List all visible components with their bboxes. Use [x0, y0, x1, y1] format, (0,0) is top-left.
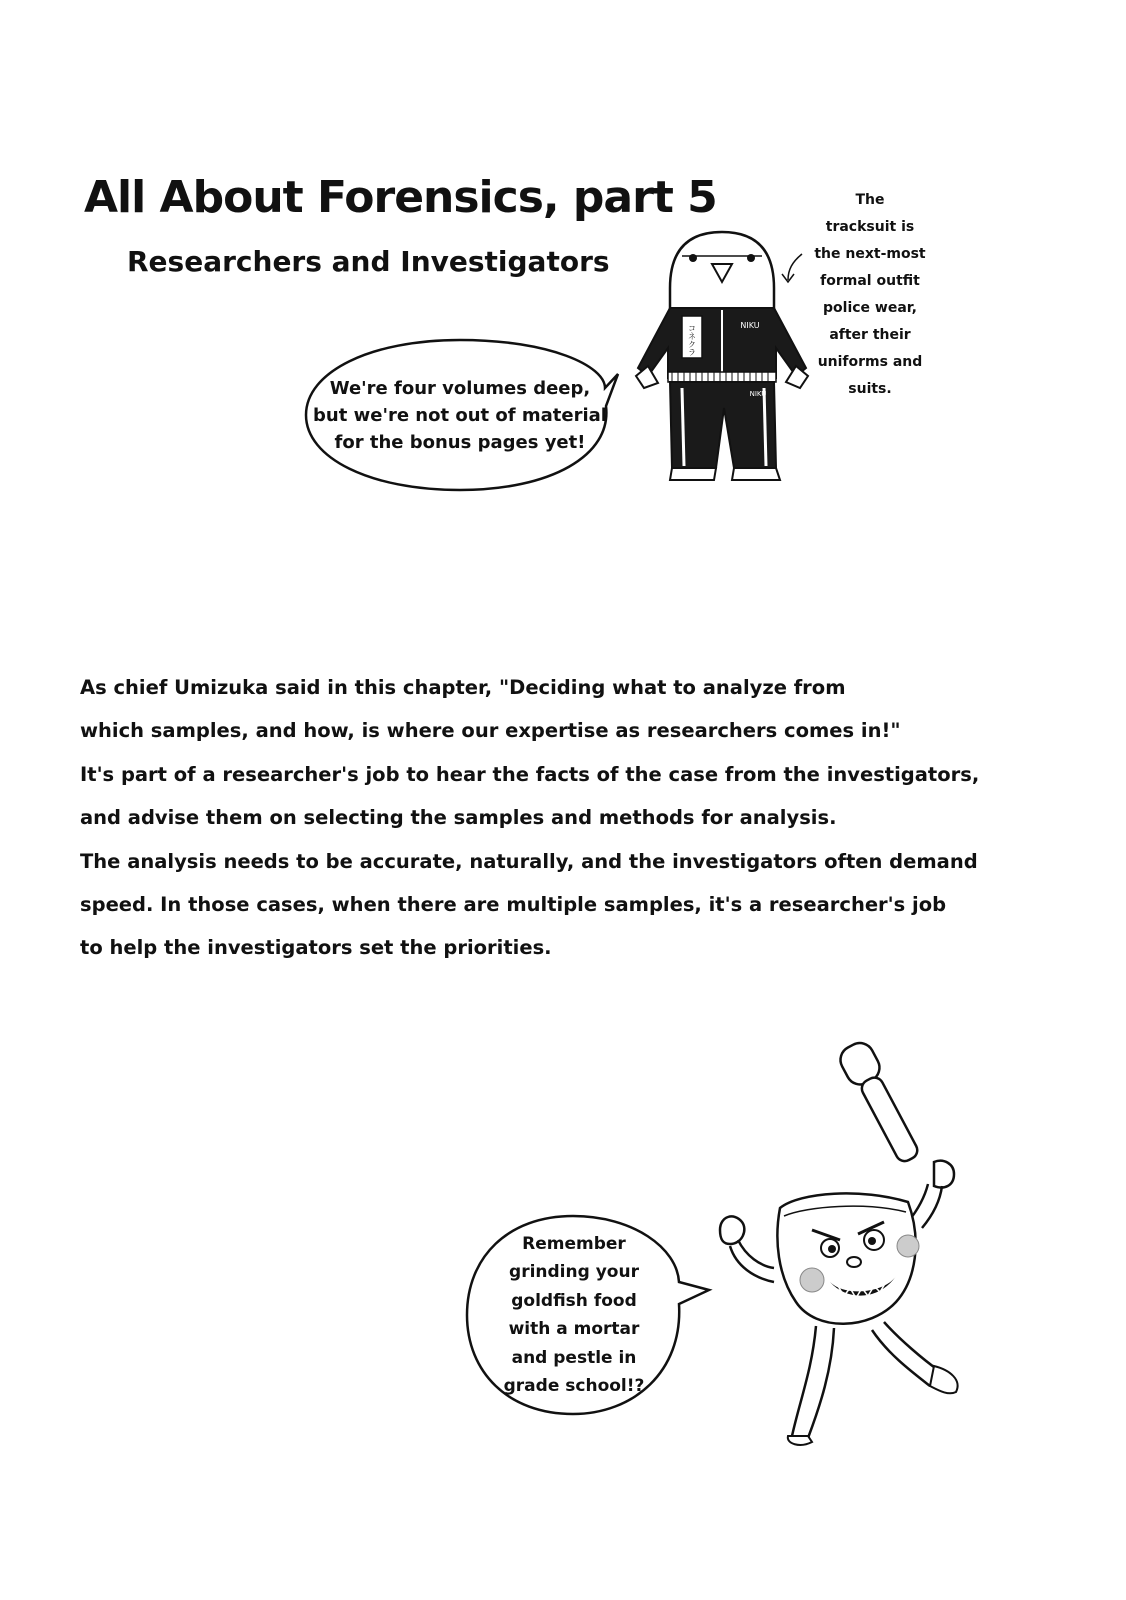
bubble-top-line: We're four volumes deep, — [329, 377, 591, 399]
note-line: The — [855, 192, 885, 208]
note-line: tracksuit is — [825, 219, 915, 235]
note-line: after their — [829, 327, 911, 343]
mortar-character-illustration — [712, 1040, 982, 1460]
note-line: police wear, — [823, 300, 917, 316]
bubble-bottom-line: Remember — [522, 1233, 626, 1254]
page-title: All About Forensics, part 5 — [84, 172, 717, 223]
bird-in-tracksuit-illustration — [630, 218, 815, 488]
paragraph-line: As chief Umizuka said in this chapter, "Deciding what to analyze from — [80, 676, 846, 699]
tracksuit-chest-label: NIKU — [740, 321, 760, 330]
tracksuit-leg-label: NIKU — [749, 390, 767, 398]
bubble-bottom-line: and pestle in — [511, 1347, 637, 1368]
note-line: the next-most — [814, 246, 926, 262]
page-subtitle: Researchers and Investigators — [127, 245, 610, 278]
speech-bubble-top — [300, 336, 620, 494]
note-line: suits. — [848, 381, 892, 397]
paragraph-line: and advise them on selecting the samples and methods for analysis. — [80, 806, 837, 830]
bubble-top-line: but we're not out of material — [313, 404, 607, 426]
note-line: uniforms and — [817, 354, 923, 370]
bubble-top-line: for the bonus pages yet! — [334, 431, 586, 453]
bubble-bottom-line: goldfish food — [511, 1290, 637, 1311]
paragraph-line: to help the investigators set the priorities. — [80, 936, 552, 960]
paragraph-line: The analysis needs to be accurate, naturally, and the investigators often demand — [80, 849, 978, 873]
paragraph-line: speed. In those cases, when there are multiple samples, it's a researcher's job — [80, 893, 947, 917]
tracksuit-note — [800, 187, 940, 403]
paragraph-line: which samples, and how, is where our expertise as researchers comes in!" — [80, 719, 901, 743]
body-paragraph — [80, 666, 1060, 970]
speech-bubble-bottom — [463, 1212, 713, 1418]
note-line: formal outfit — [820, 273, 920, 289]
tracksuit-tag-label: コネクラ — [687, 324, 697, 356]
bubble-bottom-line: with a mortar — [508, 1319, 640, 1339]
bubble-bottom-line: grade school!? — [503, 1376, 645, 1396]
paragraph-line: It's part of a researcher's job to hear the facts of the case from the investigators, — [80, 762, 980, 786]
bubble-bottom-line: grinding your — [509, 1262, 639, 1282]
